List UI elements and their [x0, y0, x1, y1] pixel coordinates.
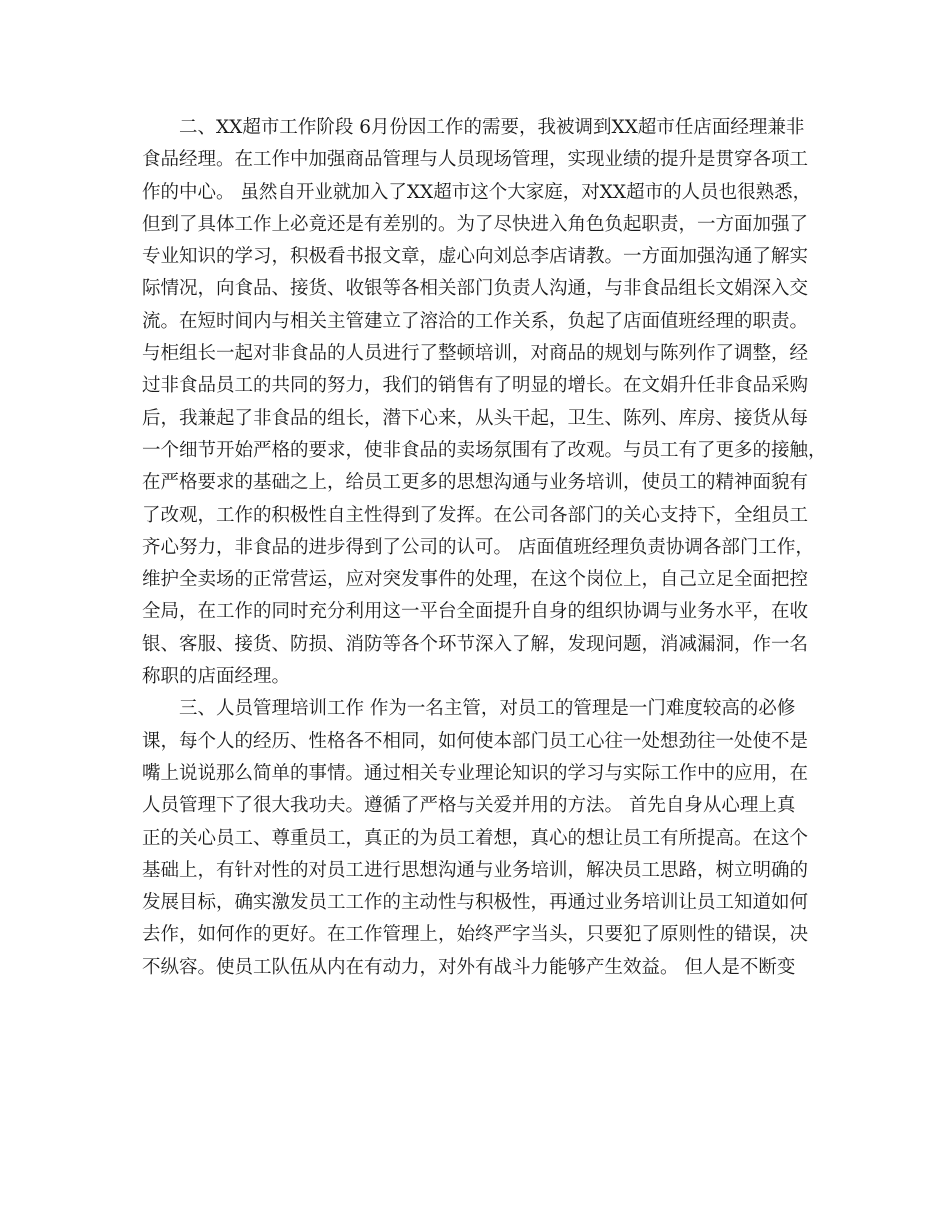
paragraph-line: 流。在短时间内与相关主管建立了溶洽的工作关系，负起了店面值班经理的职责。 — [142, 310, 809, 332]
paragraph-line: 作的中心。 虽然自开业就加入了XX超市这个大家庭，对XX超市的人员也很熟悉， — [142, 181, 812, 203]
paragraph-line: 与柜组长一起对非食品的人员进行了整顿培训，对商品的规划与陈列作了调整，经 — [142, 343, 809, 365]
paragraph-line: 全局，在工作的同时充分利用这一平台全面提升自身的组织协调与业务水平，在收 — [142, 601, 809, 623]
paragraph-line: 发展目标，确实激发员工工作的主动性与积极性，再通过业务培训让员工知道如何 — [142, 892, 809, 914]
paragraph-line: 过非食品员工的共同的努力，我们的销售有了明显的增长。在文娟升任非食品采购 — [142, 375, 809, 397]
paragraph-line: 齐心努力，非食品的进步得到了公司的认可。 店面值班经理负责协调各部门工作， — [142, 536, 814, 558]
paragraph-line: 不纵容。使员工队伍从内在有动力，对外有战斗力能够产生效益。 但人是不断变 — [142, 956, 796, 978]
paragraph-line: 二、XX超市工作阶段 6月份因工作的需要，我被调到XX超市任店面经理兼非 — [179, 117, 805, 138]
paragraph-line: 称职的店面经理。 — [142, 666, 291, 688]
paragraph-line: 在严格要求的基础之上，给员工更多的思想沟通与业务培训，使员工的精神面貌有 — [142, 472, 809, 494]
document-body — [142, 112, 827, 984]
paragraph-line: 三、人员管理培训工作 作为一名主管，对员工的管理是一门难度较高的必修 — [179, 698, 796, 720]
paragraph-line: 嘴上说说那么简单的事情。通过相关专业理论知识的学习与实际工作中的应用，在 — [142, 762, 809, 784]
paragraph-line: 银、客服、接货、防损、消防等各个环节深入了解，发现问题，消减漏洞，作一名 — [142, 633, 809, 655]
paragraph-line: 基础上，有针对性的对员工进行思想沟通与业务培训，解决员工思路，树立明确的 — [142, 859, 809, 881]
paragraph-line: 食品经理。在工作中加强商品管理与人员现场管理，实现业绩的提升是贯穿各项工 — [142, 149, 809, 171]
paragraph-line: 人员管理下了很大我功夫。遵循了严格与关爱并用的方法。 首先自身从心理上真 — [142, 795, 796, 817]
paragraph-line: 但到了具体工作上必竟还是有差别的。为了尽快进入角色负起职责，一方面加强了 — [142, 213, 809, 235]
paragraph-line: 际情况，向食品、接货、收银等各相关部门负责人沟通，与非食品组长文娟深入交 — [142, 278, 809, 300]
paragraph-line: 维护全卖场的正常营运，应对突发事件的处理，在这个岗位上，自己立足全面把控 — [142, 569, 809, 591]
paragraph-line: 后，我兼起了非食品的组长，潜下心来，从头干起，卫生、陈列、库房、接货从每 — [142, 407, 809, 429]
paragraph-line: 课，每个人的经历、性格各不相同，如何使本部门员工心往一处想劲往一处使不是 — [142, 730, 809, 752]
paragraph-staff-training — [142, 693, 822, 984]
paragraph-line: 一个细节开始严格的要求，使非食品的卖场氛围有了改观。与员工有了更多的接触， — [142, 439, 827, 461]
paragraph-line: 正的关心员工、尊重员工，真正的为员工着想，真心的想让员工有所提高。在这个 — [142, 827, 809, 849]
paragraph-line: 去作，如何作的更好。在工作管理上，始终严字当头，只要犯了原则性的错误，决 — [142, 924, 809, 946]
paragraph-line: 了改观，工作的积极性自主性得到了发挥。在公司各部门的关心支持下，全组员工 — [142, 504, 809, 526]
paragraph-line: 专业知识的学习，积极看书报文章，虚心向刘总李店请教。一方面加强沟通了解实 — [142, 246, 809, 268]
paragraph-supermarket-stage — [142, 112, 827, 693]
